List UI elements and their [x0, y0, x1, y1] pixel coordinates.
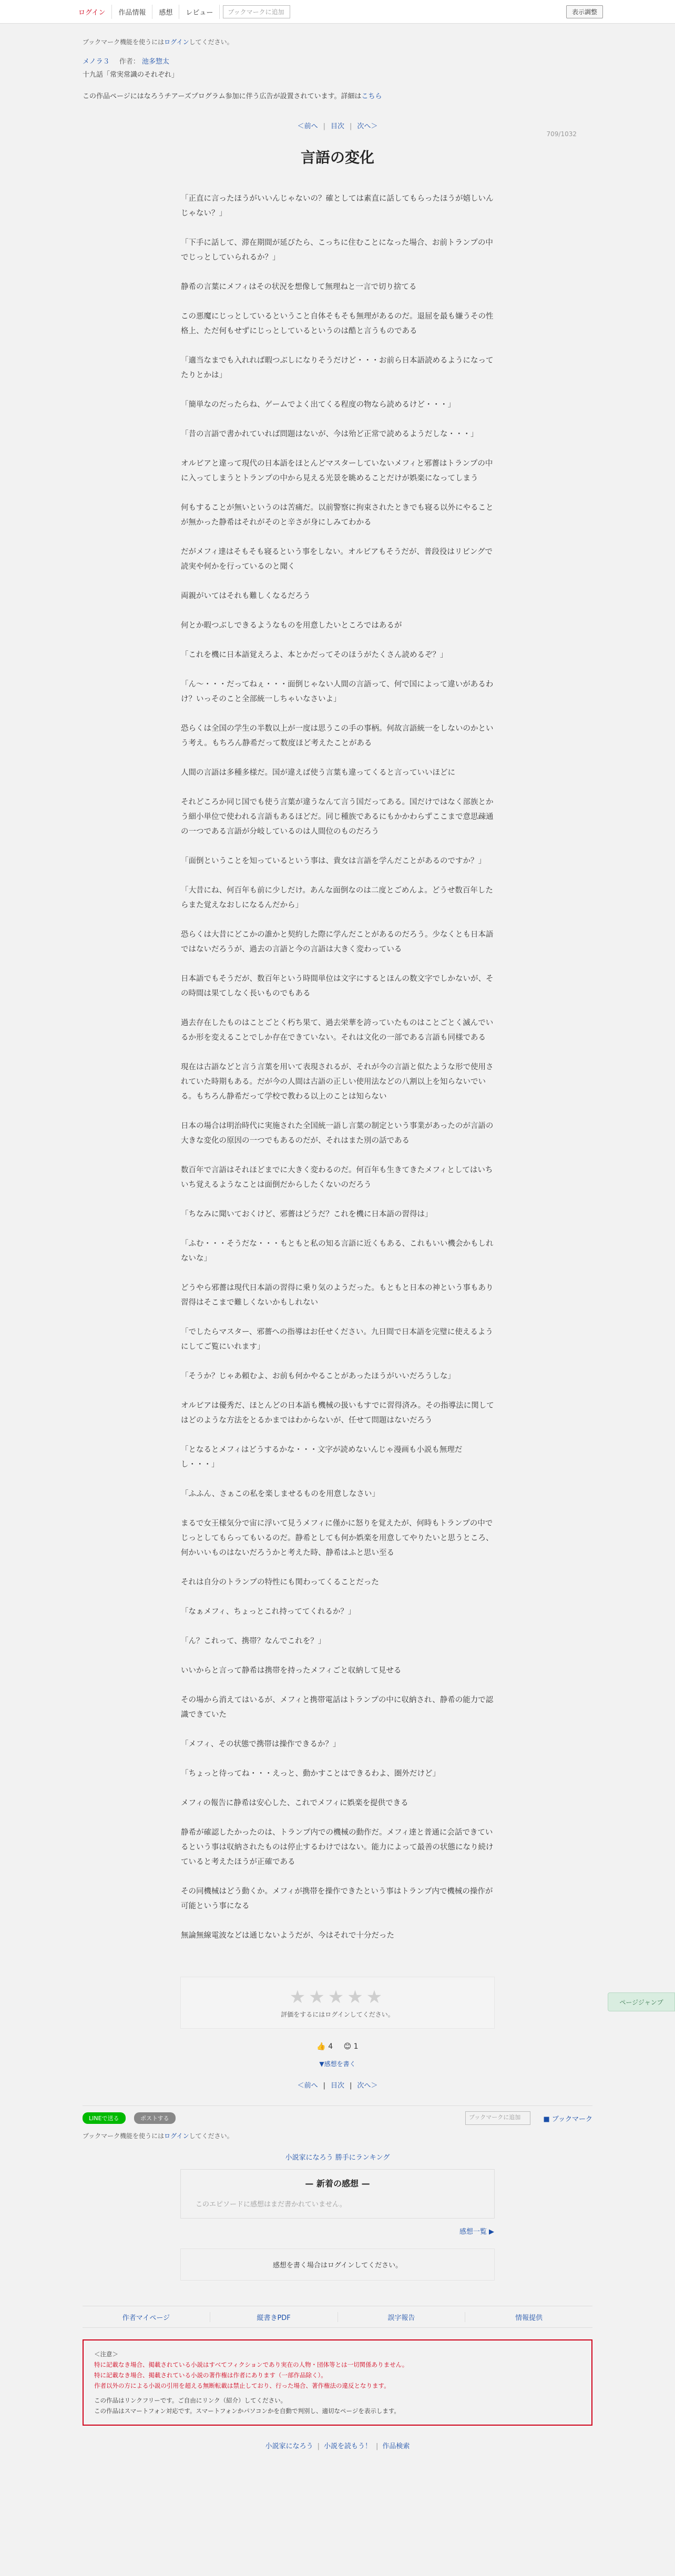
nav-work-info[interactable]: 作品情報 [112, 5, 152, 19]
body-paragraph: 「メフィ、その状態で携帯は操作できるか？」 [181, 1740, 341, 1749]
share-bar [83, 2105, 592, 2129]
body-paragraph: その場から消えてはいるが、メフィと携帯電話はトランプの中に収納され、静希の能力で認識できていた [181, 1696, 494, 1719]
body-paragraph: いいからと言って静希は携帯を持ったメフィごと収納して見せる [181, 1667, 402, 1675]
bottom-link-search[interactable]: 作品検索 [382, 2442, 410, 2450]
rating-box [180, 1977, 495, 2029]
footer-links [83, 2306, 592, 2328]
body-paragraph: どうやら邪薔は現代日本語の習得に乗り気のようだった。もともと日本の神という事もあり習得はそこまで難しくないかもしれない [181, 1284, 494, 1307]
body-paragraph: この悪魔にじっとしているということ自体そもそも無理があるのだ。退屈を最も嫌うその性格上、ただ何もせずにじっとしているというのは酷と言うものである [181, 312, 494, 335]
body-paragraph: 両親がいてはそれも難しくなるだろう [181, 592, 311, 600]
reaction-smile[interactable]: 😊 1 [343, 2042, 359, 2051]
display-settings-button[interactable]: 表示調整 [566, 5, 603, 18]
body-paragraph: 「適当なまでも入れれば暇つぶしになりそうだけど・・・お前ら日本語読めるようになってたりとかは」 [181, 356, 494, 380]
notice-line-3: 作者以外の方による小説の引用を超える無断転載は禁止しており、行った場合、著作権法の違反となります。 [94, 2382, 390, 2389]
top-bar [0, 0, 675, 24]
ad-notice: この作品ページにはなろうチアーズプログラム参加に伴う広告が設置されています。詳細はこちら [83, 93, 382, 100]
body-paragraph: 静希の言葉にメフィはその状況を想像して無理ねと一言で切り捨てる [181, 283, 417, 291]
bookmark-icon: ■ [543, 2115, 550, 2123]
bookmark-add-input[interactable]: ブックマークに追加 [465, 2111, 530, 2125]
body-paragraph: 数百年で言語はそれほどまでに大きく変わるのだ。何百年も生きてきたメフィとしてはいちいち覚えるようなことは面倒だからしたくないのだろう [181, 1166, 493, 1189]
notice-label: ＜注意＞ [94, 2350, 118, 2358]
body-paragraph: 「そうか？じゃあ頼むよ、お前も何かやることがあったほうがいいだろうしな」 [181, 1372, 455, 1381]
main-nav [72, 5, 290, 19]
next-link[interactable]: 次へ＞ [357, 122, 378, 130]
nav-reviews[interactable]: レビュー [179, 5, 220, 19]
author-mypage-link[interactable]: 作者マイページ [83, 2312, 210, 2322]
write-review-link[interactable]: ▼感想を書く [319, 2060, 356, 2068]
reaction-thumbs[interactable]: 👍 4 [316, 2042, 333, 2051]
body-paragraph: 日本の場合は明治時代に実施された全国統一語し言葉の制定という事業があったのが言語の大きな変化の原因の一つでもあるのだが、それはまた別の話である [181, 1122, 494, 1145]
bottom-links: 小説家になろう | 小説を読もう！ | 作品検索 [83, 2440, 592, 2450]
info-provide-link[interactable]: 情報提供 [515, 2314, 543, 2322]
body-paragraph: 「ん？これって、携帯？なんでこれを？」 [181, 1637, 326, 1645]
page-jump-button[interactable]: ページジャンプ [608, 1992, 675, 2011]
line-share-button[interactable]: LINEで送る [83, 2112, 126, 2124]
next-link-bottom[interactable]: 次へ＞ [357, 2082, 378, 2090]
body-paragraph: 「ちょっと待ってね・・・えっと、動かすことはできるわよ、圏外だけど」 [181, 1770, 440, 1778]
series-title-link[interactable]: メノラ３ [83, 58, 110, 66]
body-paragraph: 「でしたらマスター、邪薔への指導はお任せください。九日間で日本語を完璧に使えるようにしてご覧にいれます」 [181, 1328, 493, 1351]
series-info [83, 56, 592, 66]
body-paragraph: 「下手に話して、滞在期間が延びたら、こっちに住むことになった場合、お前トランプの中でじっとしていられるか？」 [181, 239, 493, 262]
reactions [83, 2042, 592, 2051]
body-paragraph: だがメフィ達はそもそも寝るという事をしない。オルビアもそうだが、普段役はリビングで読実や何かを行っているのと聞く [181, 548, 493, 571]
main-content [72, 24, 603, 2450]
body-paragraph: オルビアと違って現代の日本語をほとんどマスターしていないメフィと邪薔はトランプの中に入ってしまうとトランプの中から見える光景を眺めることだけが娯楽になってしまう [181, 459, 493, 483]
bookmark-login-note: ブックマーク機能を使うにはログインしてください。 [83, 38, 233, 46]
rating-login-note: 評価をするにはログインしてください。 [281, 2011, 394, 2018]
author-link[interactable]: 池多惣太 [141, 58, 169, 66]
body-paragraph: 「簡単なのだったらね、ゲームでよく出てくる程度の物なら読めるけど・・・」 [181, 401, 455, 409]
body-paragraph: 何もすることが無いというのは苦痛だ。以前警察に拘束されたときでも寝る以外にやることが無かった静希はそれがそのと辛さが身にしみてわかる [181, 504, 494, 527]
pager-top: ＜前へ | 目次 | 次へ＞ [83, 120, 592, 130]
pager-bottom: ＜前へ | 目次 | 次へ＞ [83, 2080, 592, 2090]
body-paragraph: オルビアは優秀だ、ほとんどの日本語も機械の扱いもすでに習得済み。その指導法に関してはどのような方法をとるかまではわからないが、任せて問題はないだろう [181, 1402, 494, 1425]
notice-line-4: この作品はリンクフリーです。ご自由にリンク（紹介）してください。 [94, 2397, 287, 2404]
new-impressions-empty: このエピソードに感想はまだ書かれていません。 [196, 2201, 346, 2209]
ranking-link[interactable]: 小説家になろう 勝手にランキング [285, 2154, 390, 2162]
typo-report-link[interactable]: 誤字報告 [338, 2312, 466, 2322]
bottom-link-narou[interactable]: 小説家になろう [265, 2442, 313, 2450]
body-paragraph: 「面倒ということを知っているという事は、貴女は言語を学んだことがあるのですか？」 [181, 857, 486, 865]
body-paragraph: 「なぁメフィ、ちょっとこれ持っててくれるか？」 [181, 1608, 356, 1616]
bookmark-add-button[interactable]: ■ ブックマーク [543, 2115, 592, 2123]
bookmark-search-input[interactable]: ブックマークに追加 [223, 5, 290, 18]
body-paragraph: 人間の言語は多種多様だ。国が違えば使う言葉も違ってくると言っていいほどに [181, 769, 455, 777]
body-paragraph: 過去存在したものはことごとく朽ち果て、過去栄華を誇っていたものはことごとく滅んでいるか形を変えることでしか存在できていない。それは文化の一部である言語も同様である [181, 1019, 494, 1042]
notice-line-5: この作品はスマートフォン対応です。スマートフォンかパソコンかを自動で判別し、適切なページを表示します。 [94, 2407, 400, 2415]
body-paragraph: 恐らくは全国の学生の半数以上が一度は思うこの手の事柄。何故言語統一をしないのかという考え。もちろん静希だって数度ほど考えたことがある [181, 724, 494, 748]
chapter-title: 言語の変化 [300, 149, 374, 166]
body-paragraph: それどころか同じ国でも使う言葉が違うなんて言う国だってある。国だけではなく部族とかう細小単位で使われる言語もあるほどだ。同じ種族であるにもかかわらずここまで意思疎通の一つである言語が分岐しているのは人間位のものだろう [181, 798, 494, 836]
prev-link[interactable]: ＜前へ [297, 122, 318, 130]
novel-body [181, 191, 494, 1943]
bookmark-login-link[interactable]: ログイン [164, 38, 189, 46]
impressions-list-link[interactable]: 感想一覧 ▶ [459, 2228, 494, 2236]
body-paragraph: 静希が確認したかったのは、トランプ内での機械の動作だ。メフィ達と普通に会話できているという事は収納されたものは停止するわけではない。能力によって最善の状態になり続けていると考えたほうが正確である [181, 1828, 494, 1866]
rating-stars[interactable]: ★★★★★ [289, 1987, 386, 2008]
body-paragraph: 「となるとメフィはどうするかな・・・文字が読めないんじゃ漫画も小説も無理だし・・・」 [181, 1446, 463, 1469]
notice-line-1: 特に記載なき場合、掲載されている小説はすべてフィクションであり実在の人物・団体等とは一切関係ありません。 [94, 2361, 408, 2368]
body-paragraph: 「これを機に日本語覚えろよ、本とかだってそのほうがたくさん読めるぞ？」 [181, 651, 448, 659]
body-paragraph: 無論無線電波などは通じないようだが、今はそれで十分だった [181, 1931, 394, 1940]
notice-box [83, 2339, 592, 2426]
body-paragraph: 「ちなみに聞いておくけど、邪薔はどうだ？これを機に日本語の習得は」 [181, 1210, 433, 1219]
body-paragraph: その同機械はどう動くか。メフィが携帯を操作できたという事はトランプ内で機械の操作が可能という事になる [181, 1887, 493, 1910]
body-paragraph: 「ん～・・・だってねぇ・・・面倒じゃない人間の言語って、何で国によって違いがあるわけ？いっそのこと全部統一しちゃいなさいよ」 [181, 680, 494, 703]
toc-link-bottom[interactable]: 目次 [330, 2082, 344, 2090]
body-paragraph: 「昔の言語で書かれていれば問題はないが、今は殆ど正常で読めるようだしな・・・」 [181, 430, 478, 438]
nav-impressions[interactable]: 感想 [152, 5, 179, 19]
prev-link-bottom[interactable]: ＜前へ [297, 2082, 318, 2090]
body-paragraph: 「ふふん、さぁこの私を楽しませるものを用意しなさい」 [181, 1490, 380, 1498]
body-paragraph: 「正直に言ったほうがいいんじゃないの？確としては素直に話してもらったほうが嬉しいんじゃない？」 [181, 195, 494, 218]
new-impressions-box [180, 2169, 495, 2219]
bottom-link-yomou[interactable]: 小説を読もう！ [323, 2442, 372, 2450]
login-required-box: 感想を書く場合はログインしてください。 [180, 2248, 495, 2281]
body-paragraph: まるで女王様気分で宙に浮いて見うメフィに僅かに怒りを覚えたが、何時もトランプの中でじっとしてもらってもいるのだ。静希としても何か娯楽を用意してやりたいと思うところ、何かいいものはないだろうかと考えた時、静希はふと思い至る [181, 1519, 494, 1557]
toc-link[interactable]: 目次 [330, 122, 344, 130]
x-post-button[interactable]: ポストする [134, 2112, 176, 2124]
notice-line-2: 特に記載なき場合、掲載されている小説の著作権は作者にあります（一部作品除く）。 [94, 2371, 327, 2379]
body-paragraph: 日本語でもそうだが、数百年という時間単位は文字にするとほんの数文字でしかないが、その時間は果てしなく長いものでもある [181, 975, 494, 998]
bookmark-login-link-bottom[interactable]: ログイン [164, 2132, 189, 2140]
page-number: 709/1032 [546, 130, 577, 138]
bookmark-login-note-bottom: ブックマーク機能を使うにはログインしてください。 [83, 2132, 233, 2140]
body-paragraph: メフィの報告に静希は安心した、これでメフィに娯楽を提供できる [181, 1799, 408, 1807]
body-paragraph: 「大昔にね、何百年も前に少しだけ。あんな面倒なのは二度とごめんよ。どうせ数百年したらまた覚えなおしになるんだから」 [181, 886, 493, 909]
author-label: 作者： [119, 58, 140, 66]
body-paragraph: 恐らくは大昔にどこかの誰かと契約した際に学んだことがあるのだろう。少なくとも日本語ではないだろうが、過去の言語と今の言語は大きく変わっている [181, 931, 494, 954]
body-paragraph: それは自分のトランプの特性にも関わってくることだった [181, 1578, 379, 1587]
body-paragraph: 何とか暇つぶしできるようなものを用意したいところではあるが [181, 621, 402, 630]
vertical-pdf-link[interactable]: 縦書きPDF [210, 2312, 338, 2322]
body-paragraph: 「ふむ・・・そうだな・・・もともと私の知る言語に近くもある、これもいい機会かもしれないな」 [181, 1240, 494, 1263]
ad-details-link[interactable]: こちら [361, 93, 382, 100]
body-paragraph: 現在は古語などと言う言葉を用いて表現されるが、それが今の言語と似たような形で使用されていた時期もある。だが今の人間は古語の正しい使用法などの八割以上を知らないでいる。もちろん静希だって学校で教わる以上のことは知らない [181, 1063, 494, 1101]
episode-subtitle: 十九話「常実常識のそれぞれ」 [83, 71, 179, 79]
nav-login[interactable]: ログイン [72, 5, 112, 19]
new-impressions-title: — 新着の感想 — [305, 2179, 370, 2189]
